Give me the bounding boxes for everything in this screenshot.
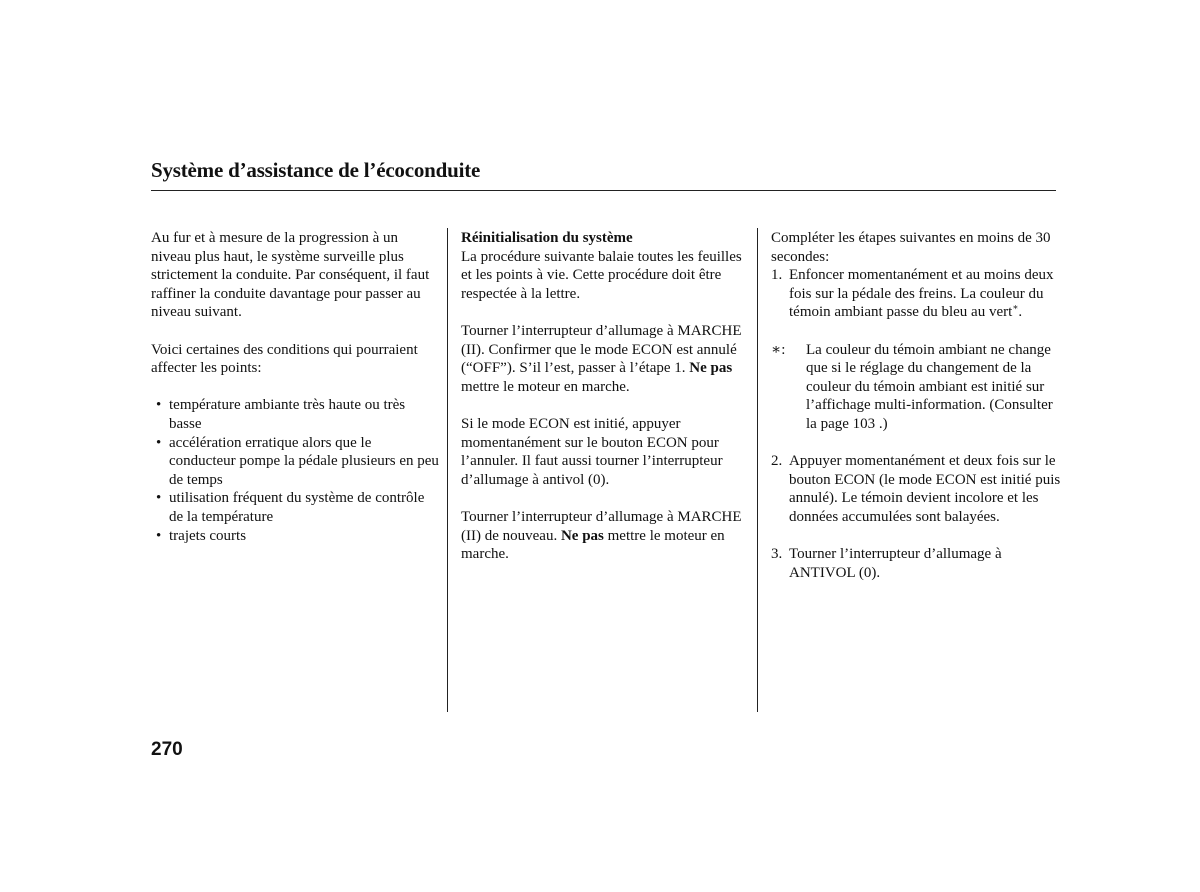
- text-run: Tourner l’interrupteur d’allumage à MARCHE (II). Confirmer que le mode ECON est annulé (“OFF”). S’il l’est, passer à l’étape 1.: [461, 322, 742, 377]
- paragraph-steps-intro: Compléter les étapes suivantes en moins de 30 secondes:: [771, 230, 1051, 265]
- text-run: mettre le moteur en marche.: [461, 378, 630, 395]
- list-item-text: utilisation fréquent du système de contrôle de la température: [169, 490, 425, 525]
- steps-list: [771, 545, 1061, 582]
- footnote-marker: ∗: [1012, 302, 1019, 313]
- footnote: [771, 341, 1061, 434]
- bullet-icon: •: [156, 490, 162, 507]
- paragraph-econ-cancel: Si le mode ECON est initié, appuyer momentanément sur le bouton ECON pour l’annuler. Il faut aussi tourner l’interrupteur d’allumage à antivol (0).: [461, 415, 723, 488]
- list-item: [151, 396, 441, 433]
- paragraph-ignition-again: [461, 508, 751, 564]
- column-right: [771, 229, 1061, 582]
- step-text-end: .: [1018, 304, 1023, 321]
- paragraph-ignition-on: [461, 322, 751, 396]
- step-text: Enfoncer momentanément et au moins deux fois sur la pédale des freins. La couleur du témoin ambiant passe du bleu au vert: [789, 267, 1054, 321]
- list-item-text: accélération erratique alors que le conducteur pompe la pédale plusieurs en peu de temps: [169, 434, 439, 488]
- bullet-icon: •: [156, 397, 162, 414]
- emphasis-text: Ne pas: [689, 360, 733, 377]
- list-item: [151, 489, 441, 526]
- footnote-text: La couleur du témoin ambiant ne change que si le réglage du changement de la couleur du témoin ambiant est initié sur l’affichage multi-information. (Consulter la page 103 .): [806, 341, 1053, 432]
- list-item: [151, 434, 441, 490]
- step-text: Appuyer momentanément et deux fois sur le bouton ECON (le mode ECON est initié puis annulé). Le témoin devient incolore et les données accumulées sont balayées.: [789, 453, 1061, 525]
- column-middle: [461, 229, 751, 564]
- paragraph-conditions: Voici certaines des conditions qui pourraient affecter les points:: [151, 341, 418, 377]
- step-number: 2.: [771, 453, 783, 470]
- step-number: 1.: [771, 267, 783, 284]
- step-item: [771, 266, 1061, 322]
- paragraph-progression: Au fur et à mesure de la progression à un niveau plus haut, le système surveille plus strictement la conduite. Par conséquent, il faut raffiner la conduite davantage pour passer au niveau suivant.: [151, 230, 430, 321]
- list-item-text: température ambiante très haute ou très basse: [169, 397, 406, 432]
- bullet-icon: •: [156, 527, 162, 544]
- section-heading: Réinitialisation du système: [461, 230, 633, 246]
- title-divider: [151, 190, 1056, 191]
- page-number: 270: [151, 739, 183, 760]
- step-item: [771, 452, 1061, 526]
- steps-list: [771, 452, 1061, 526]
- list-item: [151, 527, 441, 546]
- text-run: mettre le moteur en marche.: [461, 527, 725, 563]
- page-title: Système d’assistance de l’écoconduite: [151, 158, 481, 182]
- column-divider-left: [447, 228, 448, 712]
- step-number: 3.: [771, 546, 783, 563]
- conditions-list: [151, 396, 441, 545]
- step-text: Tourner l’interrupteur d’allumage à ANTIVOL (0).: [789, 546, 1002, 581]
- paragraph-procedure: La procédure suivante balaie toutes les feuilles et les points à vie. Cette procédure doit être respectée à la lettre.: [461, 248, 742, 302]
- list-item-text: trajets courts: [169, 527, 247, 544]
- footnote-mark: ∗:: [771, 341, 786, 358]
- emphasis-text: Ne pas: [560, 527, 604, 544]
- column-divider-right: [757, 228, 758, 712]
- steps-list: [771, 266, 1061, 322]
- step-item: [771, 545, 1061, 582]
- column-left: [151, 229, 441, 545]
- text-run: Tourner l’interrupteur d’allumage à MARCHE (II) de nouveau.: [461, 508, 742, 544]
- bullet-icon: •: [156, 434, 162, 451]
